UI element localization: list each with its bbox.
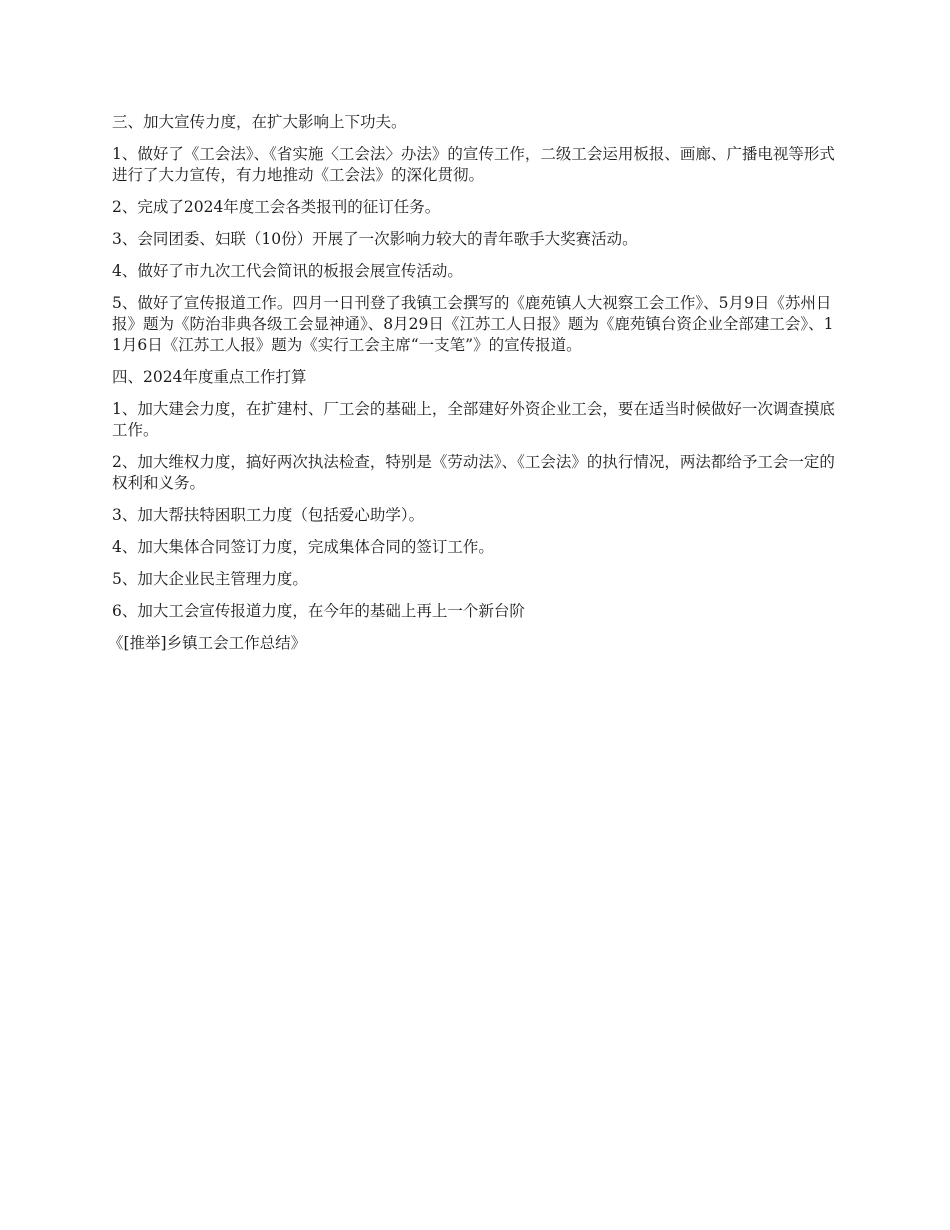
section-heading-plan: 四、2024年度重点工作打算 [112, 368, 307, 386]
paragraph-item: 3、加大帮扶特困职工力度（包括爱心助学）。 [112, 506, 425, 524]
section-heading-publicity: 三、加大宣传力度，在扩大影响上下功夫。 [112, 113, 407, 131]
paragraph-item: 2、加大维权力度，搞好两次执法检查，特别是《劳动法》、《工会法》的执行情况，两法都给予工会一定的权利和义务。 [112, 453, 835, 492]
document-body [108, 112, 842, 654]
paragraph-item: 1、做好了《工会法》、《省实施〈工会法〉办法》的宣传工作，二级工会运用板报、画廊、广播电视等形式进行了大力宣传，有力地推动《工会法》的深化贯彻。 [112, 145, 835, 184]
paragraph-item: 4、做好了市九次工代会简讯的板报会展宣传活动。 [112, 262, 463, 280]
paragraph-item: 4、加大集体合同签订力度，完成集体合同的签订工作。 [112, 538, 494, 556]
paragraph-item: 3、会同团委、妇联（10份）开展了一次影响力较大的青年歌手大奖赛活动。 [112, 230, 638, 248]
paragraph-item: 5、做好了宣传报道工作。四月一日刊登了我镇工会撰写的《鹿苑镇人大视察工会工作》、5月9日《苏州日报》题为《防治非典各级工会显神通》、8月29日《江苏工人日报》题为《鹿苑镇台资企业全部建工会》、11月6日《江苏工人报》题为《实行工会主席“一支笔”》的宣传报道。 [112, 294, 834, 354]
paragraph-item: 6、加大工会宣传报道力度，在今年的基础上再上一个新台阶 [112, 602, 525, 620]
document-footer-title: 《[推举]乡镇工会工作总结》 [108, 634, 307, 652]
paragraph-item: 5、加大企业民主管理力度。 [112, 570, 308, 588]
paragraph-item: 2、完成了2024年度工会各类报刊的征订任务。 [112, 198, 441, 216]
paragraph-item: 1、加大建会力度，在扩建村、厂工会的基础上，全部建好外资企业工会，要在适当时候做好一次调查摸底工作。 [112, 400, 835, 439]
